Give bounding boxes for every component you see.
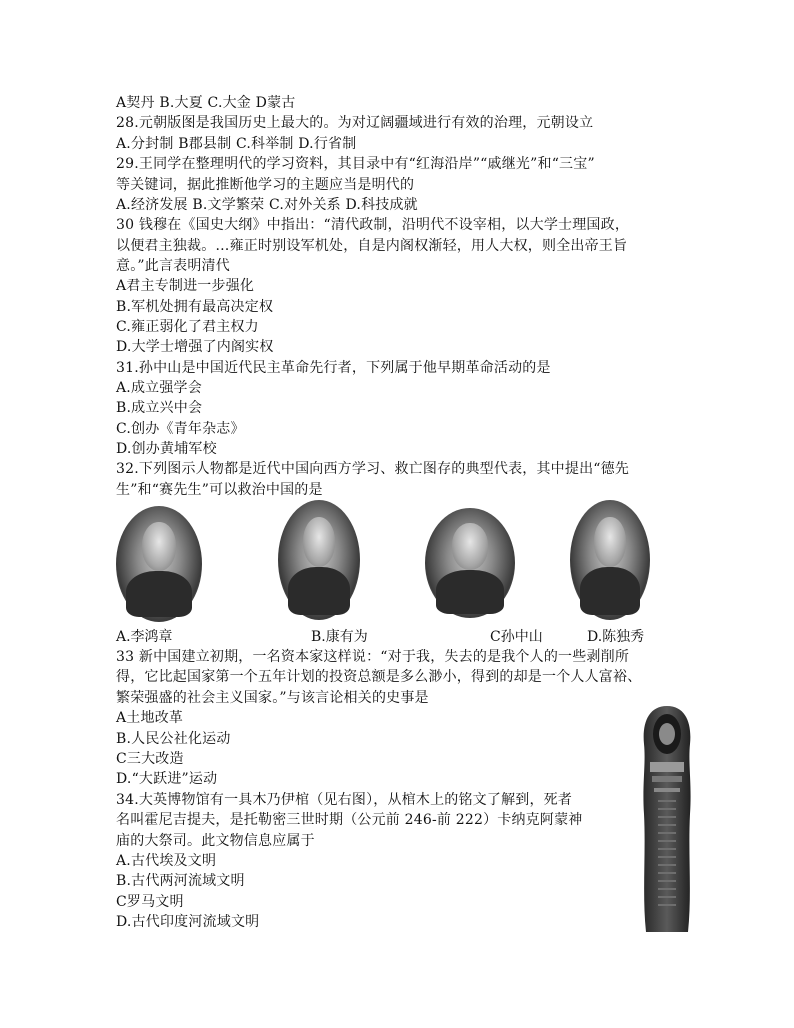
caption-b: B.康有为	[311, 629, 368, 645]
caption-c: C孙中山	[490, 629, 543, 645]
q34-option-b: B.古代两河流域文明	[116, 873, 245, 889]
portrait-sun-zhongshan	[425, 508, 515, 618]
q30-option-c: C.雍正弱化了君主权力	[116, 319, 259, 335]
q34-stem-line1: 34.大英博物馆有一具木乃伊棺（见右图），从棺木上的铭文了解到，死者	[116, 792, 573, 808]
q34-stem-line2: 名叫霍尼吉提夫，是托勒密三世时期（公元前 246-前 222）卡纳克阿蒙神	[116, 812, 583, 828]
portrait-kang-youwei	[278, 500, 360, 620]
q30-stem-line2: 以便君主独裁。…雍正时别设军机处，自是内阁权渐轻，用人大权，则全出帝王旨	[116, 238, 628, 254]
q30-option-a: A君主专制进一步强化	[116, 278, 255, 294]
caption-a: A.李鸿章	[116, 629, 173, 645]
q33-option-a: A土地改革	[116, 710, 184, 726]
q32-stem-line1: 32.下列图示人物都是近代中国向西方学习、救亡图存的典型代表，其中提出“德先	[116, 461, 630, 477]
q31-option-b: B.成立兴中会	[116, 400, 203, 416]
q34-option-c: C罗马文明	[116, 894, 184, 910]
q30-stem-line3: 意。”此言表明清代	[116, 258, 230, 274]
q33-option-b: B.人民公社化运动	[116, 731, 231, 747]
q33-stem-line1: 33 新中国建立初期，一名资本家这样说：“对于我，失去的是我个人的一些剥削所	[116, 649, 630, 665]
q28-options: A.分封制 B郡县制 C.科举制 D.行省制	[116, 136, 357, 152]
q32-stem-line2: 生”和“赛先生”可以救治中国的是	[116, 482, 323, 498]
portrait-li-hongzhang	[116, 506, 202, 622]
q33-stem-line3: 繁荣强盛的社会主义国家。”与该言论相关的史事是	[116, 690, 429, 706]
q33-stem-line2: 得，它比起国家第一个五年计划的投资总额是多么渺小，得到的却是一个人人富裕、	[116, 669, 642, 685]
q30-stem-line1: 30 钱穆在《国史大纲》中指出：“清代政制，沿明代不设宰相，以大学士理国政，	[116, 217, 630, 233]
caption-d: D.陈独秀	[587, 629, 645, 645]
q31-stem: 31.孙中山是中国近代民主革命先行者，下列属于他早期革命活动的是	[116, 360, 551, 376]
q33-option-c: C三大改造	[116, 751, 184, 767]
q33-option-d: D.“大跃进”运动	[116, 771, 218, 787]
q34-option-a: A.古代埃及文明	[116, 853, 217, 869]
q30-option-d: D.大学士增强了内阁实权	[116, 339, 274, 355]
q31-option-d: D.创办黄埔军校	[116, 441, 217, 457]
q29-options: A.经济发展 B.文学繁荣 C.对外关系 D.科技成就	[116, 197, 418, 213]
q29-stem-line2: 等关键词，据此推断他学习的主题应当是明代的	[116, 177, 415, 193]
portrait-chen-duxiu	[570, 500, 650, 620]
mummy-coffin-image	[636, 704, 698, 934]
q29-stem-line1: 29.王同学在整理明代的学习资料，其目录中有“红海沿岸”“戚继光”和“三宝”	[116, 156, 595, 172]
q31-option-c: C.创办《青年杂志》	[116, 421, 245, 437]
q30-option-b: B.军机处拥有最高决定权	[116, 299, 274, 315]
q34-stem-line3: 庙的大祭司。此文物信息应属于	[116, 833, 315, 849]
q27-options: A契丹 B.大夏 C.大金 D蒙古	[116, 95, 296, 111]
q34-option-d: D.古代印度河流域文明	[116, 914, 260, 930]
q31-option-a: A.成立强学会	[116, 380, 202, 396]
q28-stem: 28.元朝版图是我国历史上最大的。为对辽阔疆域进行有效的治理，元朝设立	[116, 115, 594, 131]
